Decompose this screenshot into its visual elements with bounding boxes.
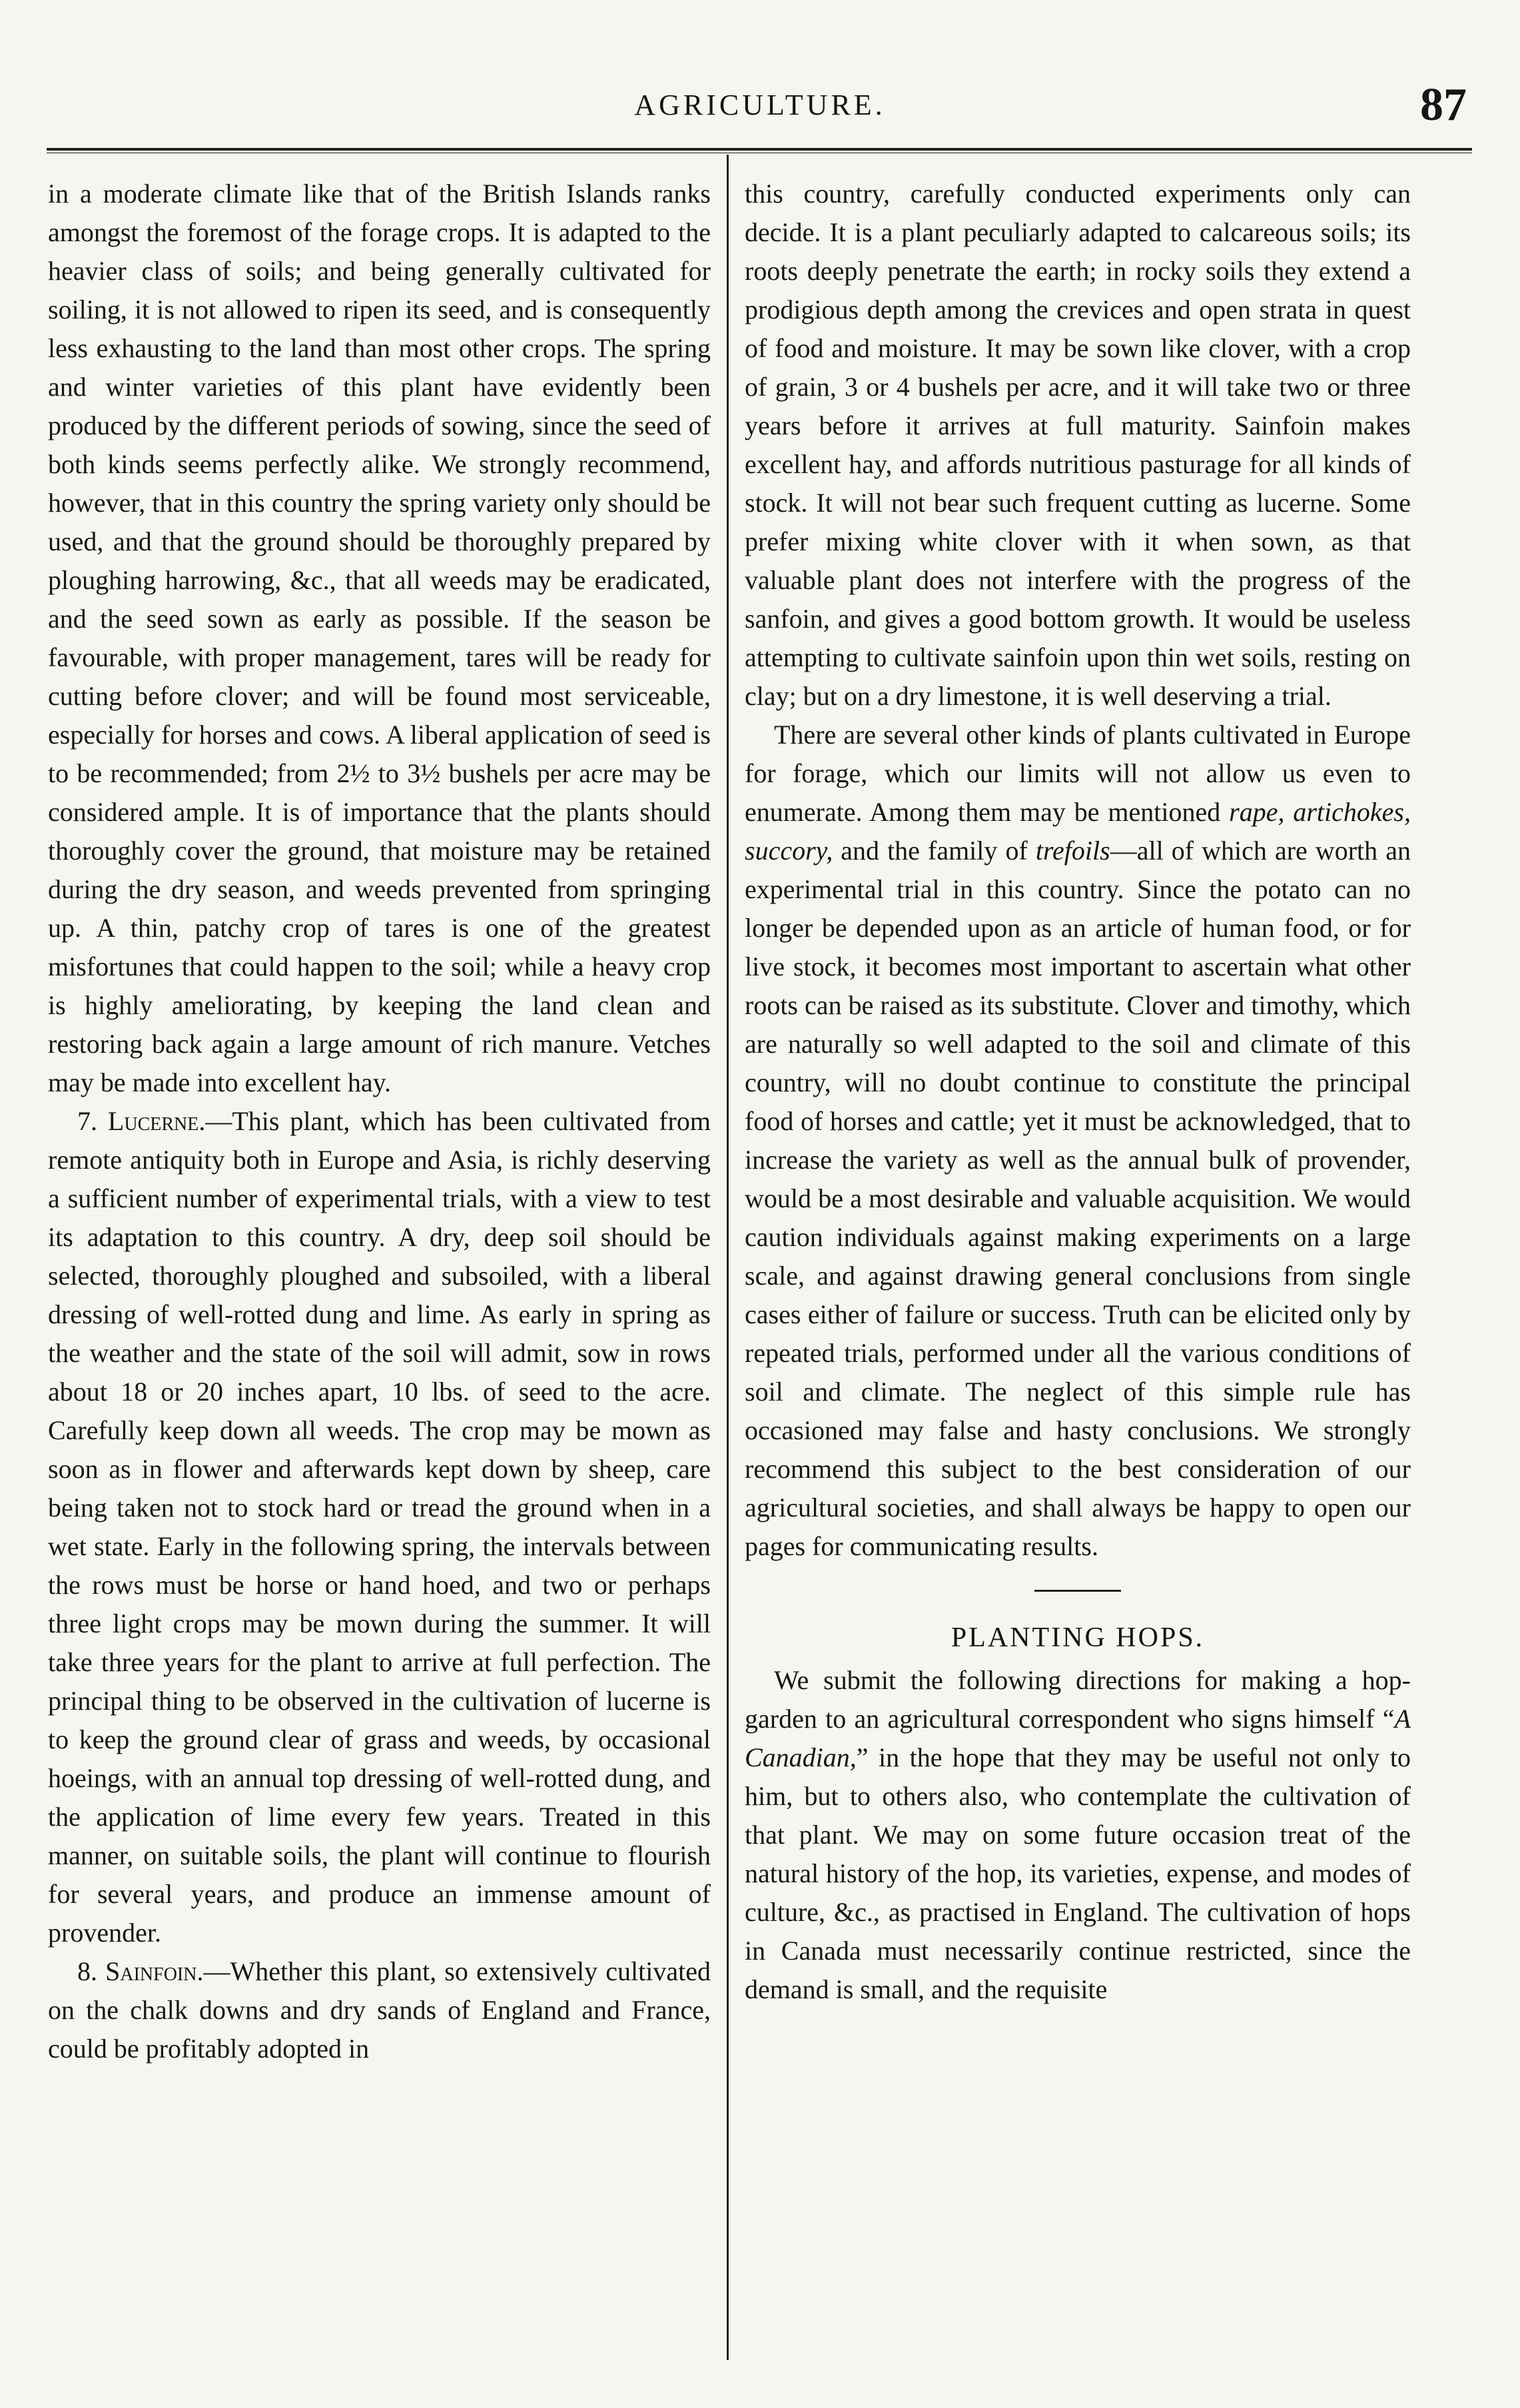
right-column <box>745 175 1411 2009</box>
hops-text-b: ” in the hope that they may be useful not only to him, but to others also, who contemplate the cultivation of that plant. We may on some future occasion treat of the natural history of the hop, its varieties, expense, and modes of culture, &c., as practised in England. The cultivation of hops in Canada must necessarily continue restricted, since the demand is small, and the requisite <box>745 1742 1411 2004</box>
section-heading: PLANTING HOPS. <box>950 1622 1205 1653</box>
column-divider <box>727 155 729 2360</box>
other-plants-text-b: and the family of <box>833 836 1036 866</box>
page-header <box>40 80 1480 133</box>
paragraph-sainfoin-continued: this country, carefully conducted experiments only can decide. It is a plant peculiarly adapted to calcareous soils; its roots deeply penetrate the earth; in rocky soils they extend a prodigious depth among the crevices and open strata in quest of food and moisture. It may be sown like clover, with a crop of grain, 3 or 4 bushels per acre, and it will take two or three years before it arrives at full maturity. Sainfoin makes excellent hay, and affords nutritious pasturage for all kinds of stock. It will not bear such frequent cutting as lucerne. Some prefer mixing white clover with it when sown, as that valuable plant does not interfere with the progress of the sanfoin, and gives a good bottom growth. It would be useless attempting to cultivate sainfoin upon thin wet soils, resting on clay; but on a dry limestone, it is well deserving a trial. <box>745 179 1411 711</box>
paragraph-planting-hops <box>745 1661 1411 2009</box>
paragraph-lucerne <box>48 1102 711 1952</box>
sainfoin-heading: 8. Sainfoin. <box>77 1956 204 1986</box>
hops-text-a: We submit the following directions for making a hop-garden to an agricultural correspondent who signs himself “ <box>745 1665 1411 1734</box>
italic-trefoils: trefoils <box>1035 836 1110 866</box>
paragraph-tares: in a moderate climate like that of the British Islands ranks amongst the foremost of the forage crops. It is adapted to the heavier class of soils; and being generally cultivated for soiling, it is not allowed to ripen its seed, and is consequently less exhausting to the land than most other crops. The spring and winter varieties of this plant have evidently been produced by the different periods of sowing, since the seed of both kinds seems perfectly alike. We strongly recommend, however, that in this country the spring variety only should be used, and that the ground should be thoroughly prepared by ploughing harrowing, &c., that all weeds may be eradicated, and the seed sown as early as possible. If the season be favourable, with proper management, tares will be ready for cutting before clover; and will be found most serviceable, especially for horses and cows. A liberal application of seed is to be recommended; from 2½ to 3½ bushels per acre may be considered ample. It is of importance that the plants should thoroughly cover the ground, that moisture may be retained during the dry season, and weeds prevented from springing up. A thin, patchy crop of tares is one of the greatest misfortunes that could happen to the soil; while a heavy crop is highly ameliorating, by keeping the land clean and restoring back again a large amount of rich manure. Vetches may be made into excellent hay. <box>48 179 711 1097</box>
lucerne-heading: 7. Lucerne. <box>77 1106 206 1136</box>
italic-canadian: A Canadian, <box>745 1704 1411 1772</box>
left-column <box>48 175 711 2068</box>
paragraph-other-plants <box>745 716 1411 1566</box>
other-plants-text-c: —all of which are worth an experimental trial in this country. Since the potato can no longer be depended upon as an article of human food, or for live stock, it becomes most important to ascertain what other roots can be raised as its substitute. Clover and timothy, which are naturally so well adapted to the soil and climate of this country, will no doubt continue to constitute the principal food of horses and cattle; yet it must be acknowledged, that to increase the variety as well as the annual bulk of provender, would be a most desirable and valuable acquisition. We would caution individuals against making experiments on a large scale, and against drawing general conclusions from single cases either of failure or success. Truth can be elicited only by repeated trials, performed under all the various conditions of soil and climate. The neglect of this simple rule has occasioned may false and hasty conclusions. We strongly recommend this subject to the best consideration of our agricultural societies, and shall always be happy to open our pages for communicating results. <box>745 836 1411 1561</box>
sainfoin-text: —Whether this plant, so extensively cultivated on the chalk downs and dry sands of England and France, could be profitably adopted in <box>48 1956 711 2064</box>
page-number: 87 <box>1420 79 1467 131</box>
running-title: AGRICULTURE. <box>634 89 886 121</box>
lucerne-text: —This plant, which has been cultivated from remote antiquity both in Europe and Asia, is richly deserving a sufficient number of experimental trials, with a view to test its adaptation to this country. A dry, deep soil should be selected, thoroughly ploughed and subsoiled, with a liberal dressing of well-rotted dung and lime. As early in spring as the weather and the state of the soil will admit, sow in rows about 18 or 20 inches apart, 10 lbs. of seed to the acre. Carefully keep down all weeds. The crop may be mown as soon as in flower and afterwards kept down by sheep, care being taken not to stock hard or tread the ground when in a wet state. Early in the following spring, the intervals between the rows must be horse or hand hoed, and two or perhaps three light crops may be mown during the summer. It will take three years for the plant to arrive at full perfection. The principal thing to be observed in the cultivation of lucerne is to keep the ground clear of grass and weeds, by occasional hoeings, with an annual top dressing of well-rotted dung, and the application of lime every few years. Treated in this manner, on suitable soils, the plant will continue to flourish for several years, and produce an immense amount of provender. <box>48 1106 711 1948</box>
section-divider <box>1034 1590 1121 1592</box>
other-plants-text-a: There are several other kinds of plants cultivated in Europe for forage, which our limits will not allow us even to enumerate. Among them may be mentioned <box>745 720 1411 827</box>
italic-crop-names: rape, artichokes, succory, <box>745 797 1411 866</box>
header-rule <box>47 148 1472 153</box>
paragraph-sainfoin <box>48 1952 711 2068</box>
